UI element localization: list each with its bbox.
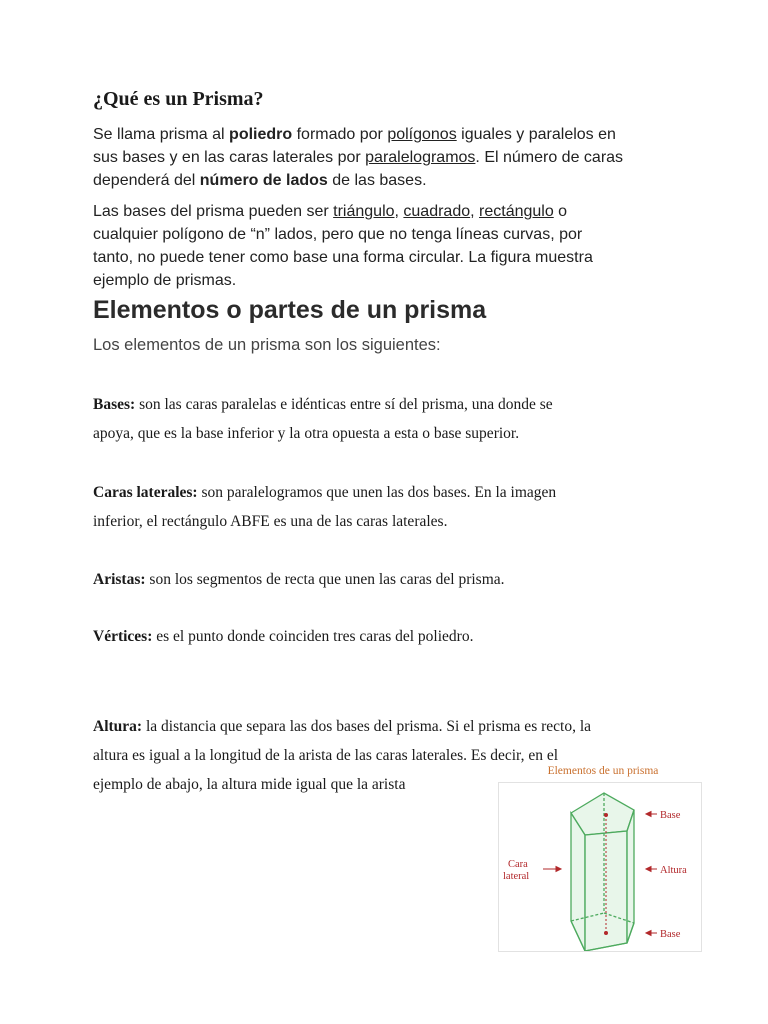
rectangulo-link[interactable]: rectángulo — [479, 203, 554, 220]
elements-heading: Elementos o partes de un prisma — [93, 296, 487, 324]
poliedro-term: poliedro — [229, 126, 293, 143]
label-cara: Cara — [508, 859, 528, 870]
definition-line-1: Se llama prisma al poliedro formado por polígonos iguales y paralelos en — [93, 126, 616, 143]
triangulo-link[interactable]: triángulo — [333, 203, 395, 220]
label-base-bottom: Base — [660, 929, 681, 940]
definition-line-3: dependerá del número de lados de las bases. — [93, 172, 427, 189]
numero-de-lados-term: número de lados — [199, 172, 328, 189]
prism-definition-paragraph — [93, 123, 693, 192]
bases-line-3: tanto, no puede tener como base una forma circular. La figura muestra — [93, 249, 593, 266]
elements-subtitle: Los elementos de un prisma son los siguientes: — [93, 336, 441, 354]
cuadrado-link[interactable]: cuadrado — [403, 203, 471, 220]
bases-line-4: ejemplo de prismas. — [93, 272, 237, 289]
bases-line-1: Las bases del prisma pueden ser triángulo, cuadrado, rectángulo o — [93, 203, 568, 220]
bases-term: Bases: — [93, 396, 136, 413]
top-center-point — [604, 813, 608, 817]
prism-elements-figure — [498, 765, 708, 953]
aristas-definition: Aristas: son los segmentos de recta que unen las caras del prisma. — [93, 571, 505, 588]
prism-faces — [571, 793, 634, 951]
caras-laterales-term: Caras laterales: — [93, 484, 198, 501]
figure-title: Elementos de un prisma — [547, 765, 659, 777]
bottom-center-point — [604, 931, 608, 935]
left-lateral-face — [571, 813, 585, 951]
altura-definition: Altura: la distancia que separa las dos bases del prisma. Si el prisma es recto, la altura es igual a la longitud de la arista de las caras laterales. Es decir, en el ejemplo de abajo, la altura mide igual que la arista — [93, 718, 592, 793]
aristas-term: Aristas: — [93, 571, 146, 588]
bases-line-2: cualquier polígono de “n” lados, pero que no tenga líneas curvas, por — [93, 226, 583, 243]
label-lateral: lateral — [503, 871, 530, 882]
poligonos-link[interactable]: polígonos — [387, 126, 457, 143]
bases-definition: Bases: son las caras paralelas e idénticas entre sí del prisma, una donde se apoya, que es la base inferior y la otra opuesta a esta o base superior. — [93, 396, 553, 442]
definition-line-2: sus bases y en las caras laterales por paralelogramos. El número de caras — [93, 149, 624, 166]
caras-laterales-definition: Caras laterales: son paralelogramos que unen las dos bases. En la imagen inferior, el rectángulo ABFE es una de las caras laterales. — [93, 484, 557, 530]
label-altura: Altura — [660, 865, 687, 876]
prism-bases-paragraph — [93, 200, 693, 292]
prism-question-heading: ¿Qué es un Prisma? — [93, 88, 264, 110]
paralelogramos-link[interactable]: paralelogramos — [365, 149, 476, 166]
figure-frame — [498, 782, 702, 952]
prism-diagram — [499, 783, 701, 951]
label-base-top: Base — [660, 810, 681, 821]
vertices-definition: Vértices: es el punto donde coinciden tres caras del poliedro. — [93, 628, 474, 645]
vertices-term: Vértices: — [93, 628, 153, 645]
altura-term: Altura: — [93, 718, 143, 735]
